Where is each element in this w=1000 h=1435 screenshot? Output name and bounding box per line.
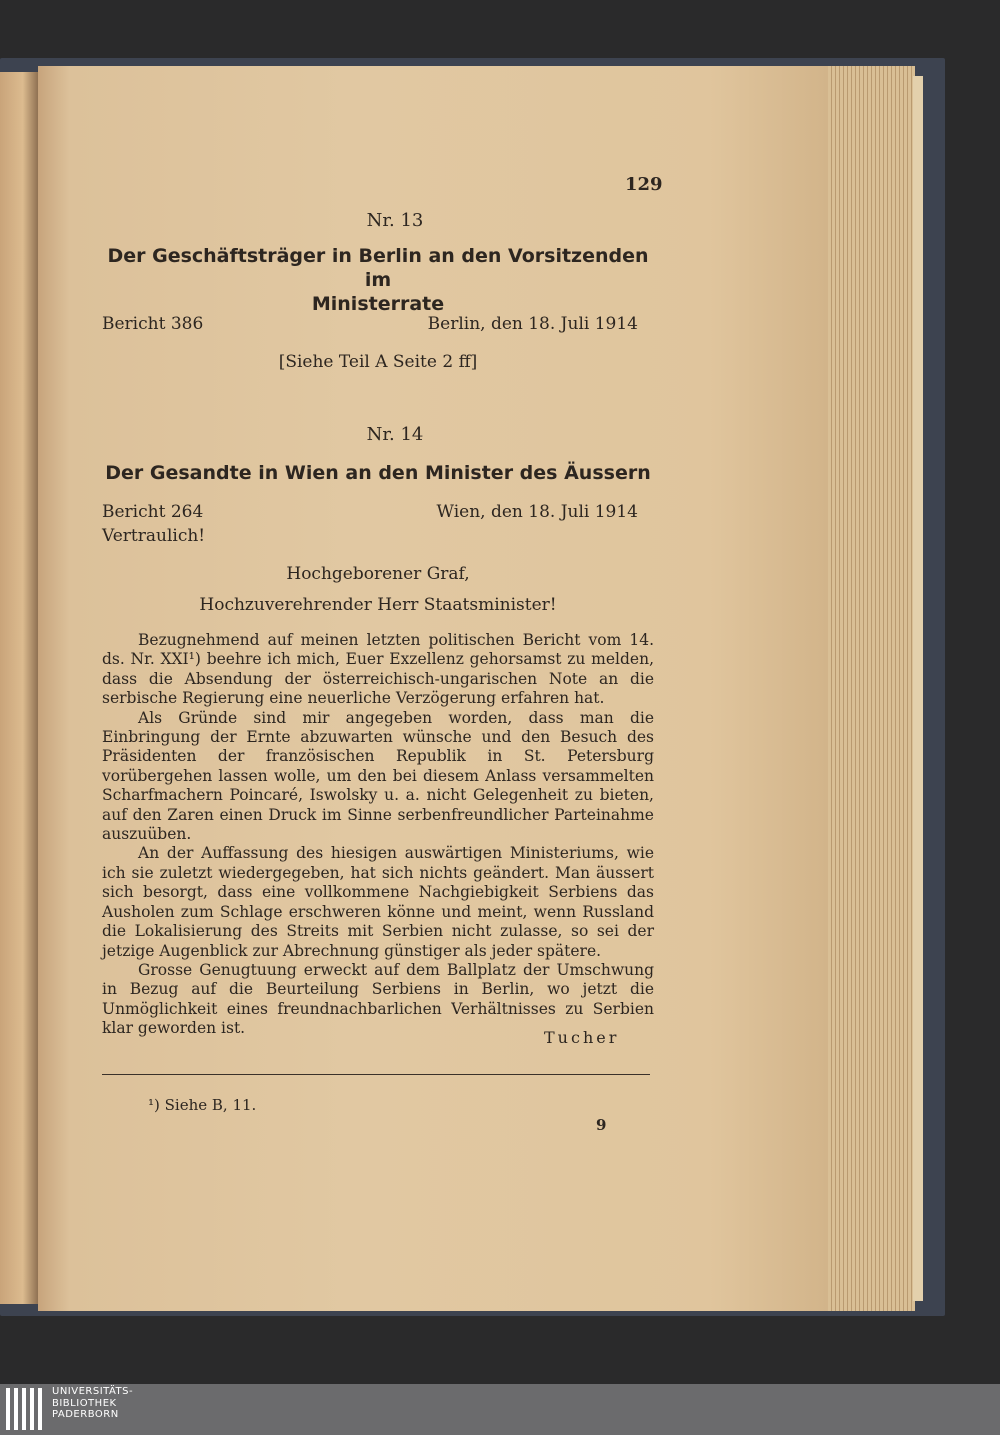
paragraph: Bezugnehmend auf meinen letzten politischen Bericht vom 14. ds. Nr. XXI¹) beehre ich mich, Euer Exzellenz gehorsamst zu melden, dass die Absendung der österreichisch-ungarischen Note an die serbische Regierung eine neuerliche Verzögerung erfahren hat. <box>102 631 654 708</box>
report-number-14: Bericht 264 <box>102 502 204 522</box>
footnote: ¹) Siehe B, 11. <box>148 1096 257 1114</box>
document-title-13 <box>98 244 658 316</box>
library-name <box>52 1386 133 1421</box>
salutation-line1: Hochgeborener Graf, <box>286 564 470 584</box>
library-name-line1: UNIVERSITÄTS- <box>52 1386 134 1397</box>
library-footer-bar <box>0 1384 1000 1435</box>
signature-mark: 9 <box>596 1116 607 1134</box>
library-name-line3: PADERBORN <box>52 1409 119 1420</box>
paragraph: An der Auffassung des hiesigen auswärtigen Ministeriums, wie ich sie zuletzt wiedergegeben, hat sich nichts geändert. Man äussert sich besorgt, dass eine vollkommene Nachgiebigkeit Serbiens das Ausholen zum Schlage erschweren könne und meint, wenn Russland die Lokalisierung des Streits mit Serbien nicht zulasse, so sei der jetzige Augenblick zur Abrechnung günstiger als jeder spätere. <box>102 844 654 960</box>
document-title-13-line2: Ministerrate <box>311 293 445 315</box>
book-page <box>38 66 828 1311</box>
confidential-note: Vertraulich! <box>102 526 206 546</box>
library-logo-icon <box>6 1388 42 1430</box>
document-number-13: Nr. 13 <box>366 210 424 231</box>
left-page-edge <box>0 72 38 1304</box>
footnote-divider <box>102 1074 650 1075</box>
page-number: 129 <box>625 174 663 195</box>
report-date-13: Berlin, den 18. Juli 1914 <box>427 314 638 334</box>
document-title-14: Der Gesandte in Wien an den Minister des Äussern <box>105 462 651 484</box>
document-number-14: Nr. 14 <box>366 424 424 445</box>
page-edges <box>820 66 915 1311</box>
document-title-13-line1: Der Geschäftsträger in Berlin an den Vorsitzenden im <box>107 245 649 291</box>
report-number-13: Bericht 386 <box>102 314 204 334</box>
signature: Tucher <box>544 1028 620 1047</box>
report-date-14: Wien, den 18. Juli 1914 <box>436 502 638 522</box>
letter-body <box>102 631 654 1039</box>
report-line-14 <box>102 502 638 522</box>
report-line-13 <box>102 314 638 334</box>
salutation-line2: Hochzuverehrender Herr Staatsminister! <box>199 595 557 615</box>
paragraph: Als Gründe sind mir angegeben worden, dass man die Einbringung der Ernte abzuwarten wünsche und den Besuch des Präsidenten der französischen Republik in St. Petersburg vorübergehen lassen wolle, um den bei diesem Anlass versammelten Scharfmachern Poincaré, Iswolsky u. a. nicht Gelegenheit zu bieten, auf den Zaren einen Druck im Sinne serbenfreundlicher Parteinahme auszuüben. <box>102 708 654 844</box>
reference-note: [Siehe Teil A Seite 2 ff] <box>278 352 478 372</box>
library-name-line2: BIBLIOTHEK <box>52 1397 117 1409</box>
paragraph: Grosse Genugtuung erweckt auf dem Ballplatz der Umschwung in Bezug auf die Beurteilung Serbiens in Berlin, wo jetzt die Unmöglichkeit eines freundnachbarlichen Verhältnisses zu Serbien klar geworden ist. <box>102 960 654 1038</box>
